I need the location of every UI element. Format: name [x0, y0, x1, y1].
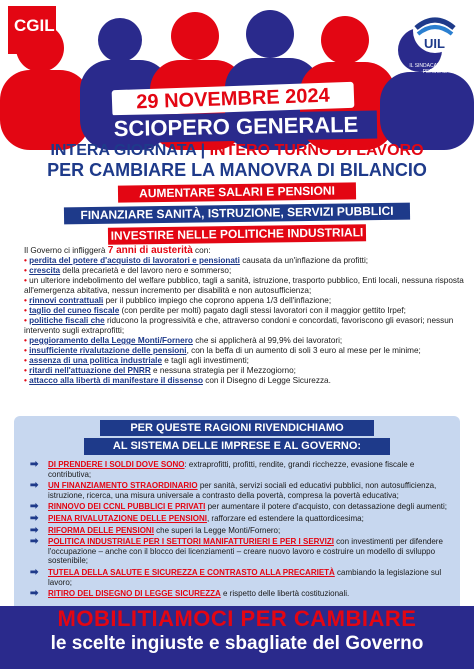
list-item: • un ulteriore indebolimento del welfare pubblico, tagli a sanità, istruzione, trasporto pubblico, Enti locali, nessuna risposta all'emergenza abitativa, nessun incremento per disabilità e non autosufficienza; — [24, 276, 464, 295]
list-item: • assenza di una politica industriale e tagli agli investimenti; — [24, 356, 249, 365]
demands-list — [30, 460, 458, 601]
demand-item: ➡ RIFORMA DELLE PENSIONI che superi la Legge Monti/Fornero; — [30, 524, 281, 536]
arrow-right-icon: ➡ — [30, 566, 39, 578]
footer-slogan: MOBILITIAMOCI PER CAMBIARE — [57, 606, 417, 631]
demand-item: ➡ TUTELA DELLA SALUTE E SICUREZZA E CONTRASTO ALLA PRECARIETÀ cambiando la legislazione sul lavoro; — [30, 566, 442, 587]
uil-logo — [406, 6, 464, 76]
demand-item: ➡ DI PRENDERE I SOLDI DOVE SONO: extraprofitti, profitti, rendite, grandi ricchezze, evasione fiscale e contributiva; — [30, 459, 415, 479]
demand-item: ➡ PIENA RIVALUTAZIONE DELLE PENSIONI, rafforzare ed estendere la quattordicesima; — [30, 512, 364, 524]
austerity-list — [24, 246, 464, 386]
strike-date: 29 NOVEMBRE 2024 — [112, 82, 355, 116]
demand-item: ➡ POLITICA INDUSTRIALE PER I SETTORI MANIFATTURIERI E PER I SERVIZI con investimenti per difendere l'occupazione – anche con il blocco dei licenziamenti – creare nuovo lavoro e costruire un modello di sviluppo sostenibile; — [30, 536, 443, 566]
list-item: • perdita del potere d'acquisto di lavoratori e pensionati causata da un'inflazione da profitti; — [24, 256, 369, 265]
arrow-right-icon: ➡ — [30, 524, 39, 536]
arrow-right-icon: ➡ — [30, 501, 39, 513]
list-item: • peggioramento della Legge Monti/Fornero che si applicherà al 99,9% dei lavoratori; — [24, 336, 343, 345]
arrow-right-icon: ➡ — [30, 480, 39, 492]
cgil-logo-text: CGIL — [14, 16, 55, 35]
list-item: • insufficiente rivalutazione delle pensioni, con la beffa di un aumento di soli 3 euro al mese per le minime; — [24, 346, 421, 355]
duration-shift: INTERO TURNO DI LAVORO — [209, 142, 424, 159]
list-item: • politiche fiscali che riducono la progressività e che, attraverso condoni e concordati, favoriscono gli evasori; nessun intervento sugli extraprofitti; — [24, 316, 454, 335]
list-item: • attacco alla libertà di manifestare il dissenso con il Disegno di Legge Sicurezza. — [24, 376, 331, 385]
arrow-right-icon: ➡ — [30, 459, 39, 470]
list-item: • crescita della precarietà e del lavoro nero e sommerso; — [24, 266, 232, 275]
banner-salaries: AUMENTARE SALARI E PENSIONI — [118, 182, 356, 202]
arrow-right-icon: ➡ — [30, 536, 39, 548]
demands-header-line2: AL SISTEMA DELLE IMPRESE E AL GOVERNO: — [84, 438, 390, 455]
demand-item: ➡ RINNOVO DEI CCNL PUBBLICI E PRIVATI per aumentare il potere d'acquisto, con detassazione degli aumenti; — [30, 501, 448, 513]
austerity-intro: Il Governo ci infliggerà 7 anni di austerità con: — [24, 245, 211, 256]
list-item: • ritardi nell'attuazione del PNRR e nessuna strategia per il Mezzogiorno; — [24, 366, 296, 375]
uil-tagline: IL SINDACATO DELLE PERSONE — [409, 63, 461, 75]
duration-day: INTERA GIORNATA | — [50, 142, 210, 159]
cgil-logo — [8, 6, 56, 54]
strike-goal: PER CAMBIARE LA MANOVRA DI BILANCIO — [47, 160, 427, 180]
list-item: • rinnovi contrattuali per il pubblico impiego che coprono appena 1/3 dell'inflazione; — [24, 296, 332, 305]
uil-logo-text: UIL — [424, 36, 445, 51]
arrow-right-icon: ➡ — [30, 588, 39, 600]
banner-industrial-policy: INVESTIRE NELLE POLITICHE INDUSTRIALI — [108, 224, 366, 245]
list-item: • taglio del cuneo fiscale (con perdite per molti) pagato dagli stessi lavoratori con il maggior gettito Irpef; — [24, 306, 406, 315]
demands-header-line1: PER QUESTE RAGIONI RIVENDICHIAMO — [100, 420, 374, 436]
austerity-years: 7 anni di austerità — [107, 245, 193, 256]
demand-item: ➡ RITIRO DEL DISEGNO DI LEGGE SICUREZZA e rispetto delle libertà costituzionali. — [30, 588, 350, 600]
footer-subtitle: le scelte ingiuste e sbagliate del Governo — [50, 633, 424, 654]
strike-duration — [0, 142, 474, 160]
banner-public-services: FINANZIARE SANITÀ, ISTRUZIONE, SERVIZI PUBBLICI — [64, 203, 410, 225]
arrow-right-icon: ➡ — [30, 512, 39, 524]
strike-title: SCIOPERO GENERALE — [95, 111, 377, 144]
demand-item: ➡ UN FINANZIAMENTO STRAORDINARIO per sanità, servizi sociali ed educativi pubblici, non autosufficienza, istruzione, ricerca, una misura universale a contrasto della povertà, compresa la povertà educativa; — [30, 480, 437, 500]
uil-flag-icon — [406, 6, 464, 56]
